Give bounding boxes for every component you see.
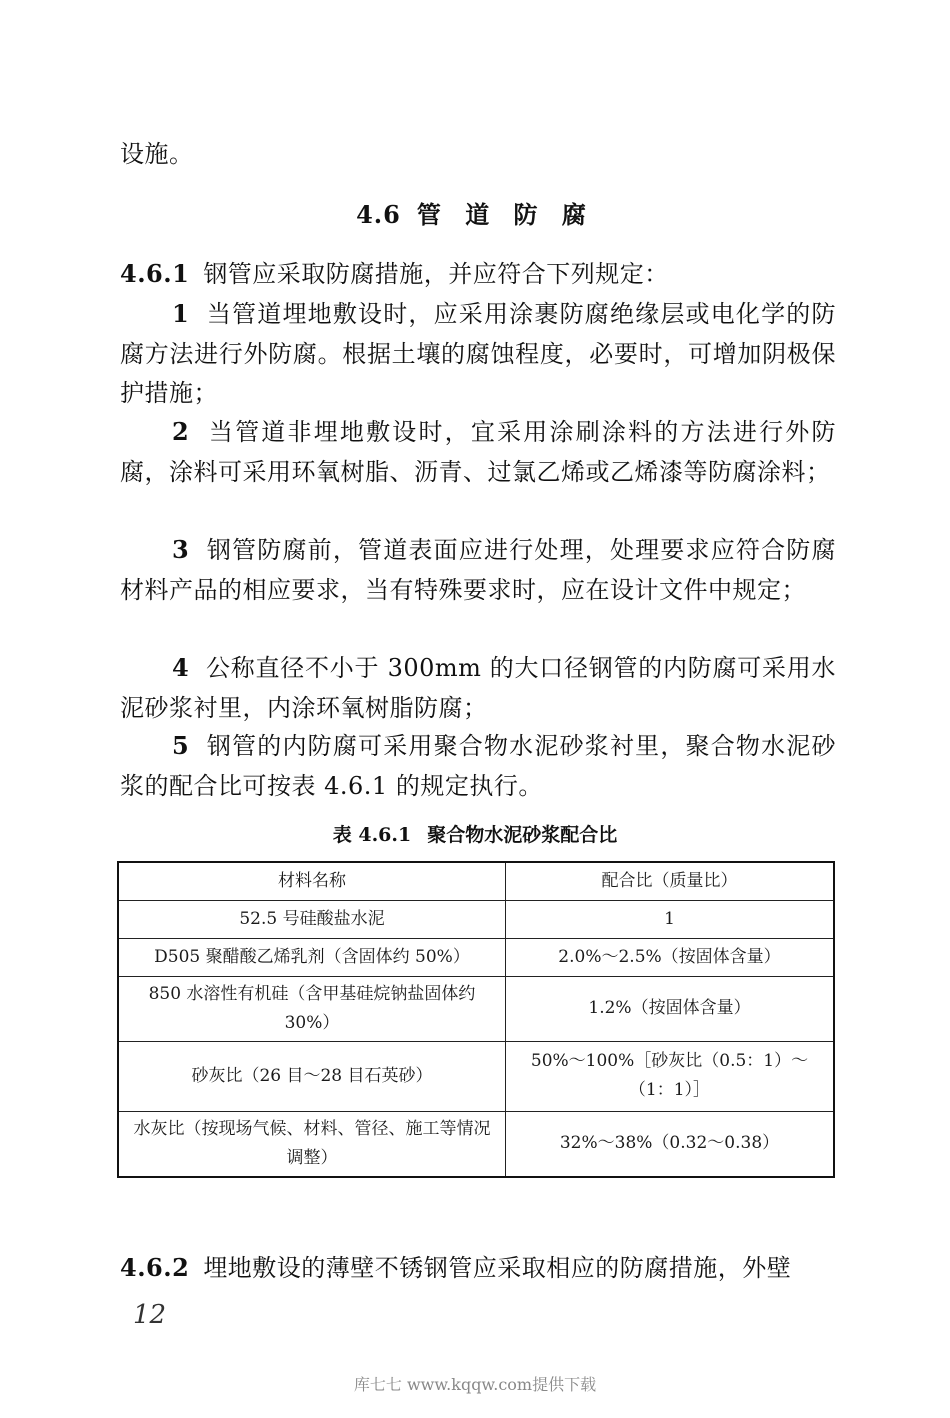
download-watermark: 库七七 www.kqqw.com提供下载 [353, 1375, 597, 1394]
clause-item-2 [120, 412, 836, 492]
previous-paragraph-tail: 设施。 [120, 140, 194, 168]
cell-material: 52.5 号硅酸盐水泥 [118, 900, 506, 938]
cell-material: 水灰比（按现场气候、材料、管径、施工等情况调整） [118, 1111, 506, 1177]
cell-material: 850 水溶性有机硅（含甲基硅烷钠盐固体约 30%） [118, 976, 506, 1041]
table-row [118, 1111, 834, 1177]
section-number: 4.6 [356, 200, 401, 229]
cell-ratio: 1.2%（按固体含量） [506, 976, 835, 1041]
cell-material: D505 聚醋酸乙烯乳剂（含固体约 50%） [118, 938, 506, 976]
clause-item-1 [120, 294, 836, 414]
table-row [118, 938, 834, 976]
table-row [118, 900, 834, 938]
item-number: 5 [172, 731, 190, 760]
table-label: 表 4.6.1 [332, 824, 412, 846]
header-ratio: 配合比（质量比） [506, 862, 835, 900]
item-text: 钢管防腐前，管道表面应进行处理，处理要求应符合防腐材料产品的相应要求，当有特殊要求时，应在设计文件中规定； [120, 536, 837, 604]
clause-text: 埋地敷设的薄壁不锈钢管应采取相应的防腐措施，外壁 [203, 1254, 792, 1282]
table-row [118, 1041, 834, 1111]
item-number: 1 [172, 299, 190, 328]
section-heading [0, 197, 950, 233]
item-text: 当管道非埋地敷设时，宜采用涂刷涂料的方法进行外防腐，涂料可采用环氧树脂、沥青、过氯乙烯或乙烯漆等防腐涂料； [120, 418, 837, 486]
mix-ratio-table [117, 861, 835, 1178]
clause-text: 钢管应采取防腐措施，并应符合下列规定： [203, 260, 669, 288]
header-material: 材料名称 [118, 862, 506, 900]
item-text: 当管道埋地敷设时，应采用涂裹防腐绝缘层或电化学的防腐方法进行外防腐。根据土壤的腐蚀程度，必要时，可增加阴极保护措施； [120, 300, 837, 407]
table-title: 聚合物水泥砂浆配合比 [427, 824, 618, 846]
item-number: 3 [172, 535, 190, 564]
page-number: 12 [133, 1300, 167, 1330]
cell-ratio: 50%～100%［砂灰比（0.5：1）～（1：1）］ [506, 1041, 835, 1111]
clause-4-6-2 [120, 1248, 836, 1289]
cell-ratio: 2.0%～2.5%（按固体含量） [506, 938, 835, 976]
clause-number: 4.6.2 [120, 1253, 190, 1282]
cell-ratio: 32%～38%（0.32～0.38） [506, 1111, 835, 1177]
section-title: 管 道 防 腐 [416, 200, 594, 229]
table-caption [0, 820, 950, 850]
table-row [118, 976, 834, 1041]
clause-number: 4.6.1 [120, 259, 190, 288]
clause-item-4 [120, 648, 836, 728]
table-header-row [118, 862, 834, 900]
clause-4-6-1 [120, 254, 836, 295]
item-text: 公称直径不小于 300mm 的大口径钢管的内防腐可采用水泥砂浆衬里，内涂环氧树脂防腐； [120, 654, 836, 722]
item-text: 钢管的内防腐可采用聚合物水泥砂浆衬里，聚合物水泥砂浆的配合比可按表 4.6.1 的规定执行。 [120, 732, 837, 800]
clause-item-3 [120, 530, 836, 610]
clause-item-5 [120, 726, 836, 806]
cell-ratio: 1 [506, 900, 835, 938]
item-number: 2 [172, 417, 190, 446]
cell-material: 砂灰比（26 目～28 目石英砂） [118, 1041, 506, 1111]
item-number: 4 [172, 653, 190, 682]
